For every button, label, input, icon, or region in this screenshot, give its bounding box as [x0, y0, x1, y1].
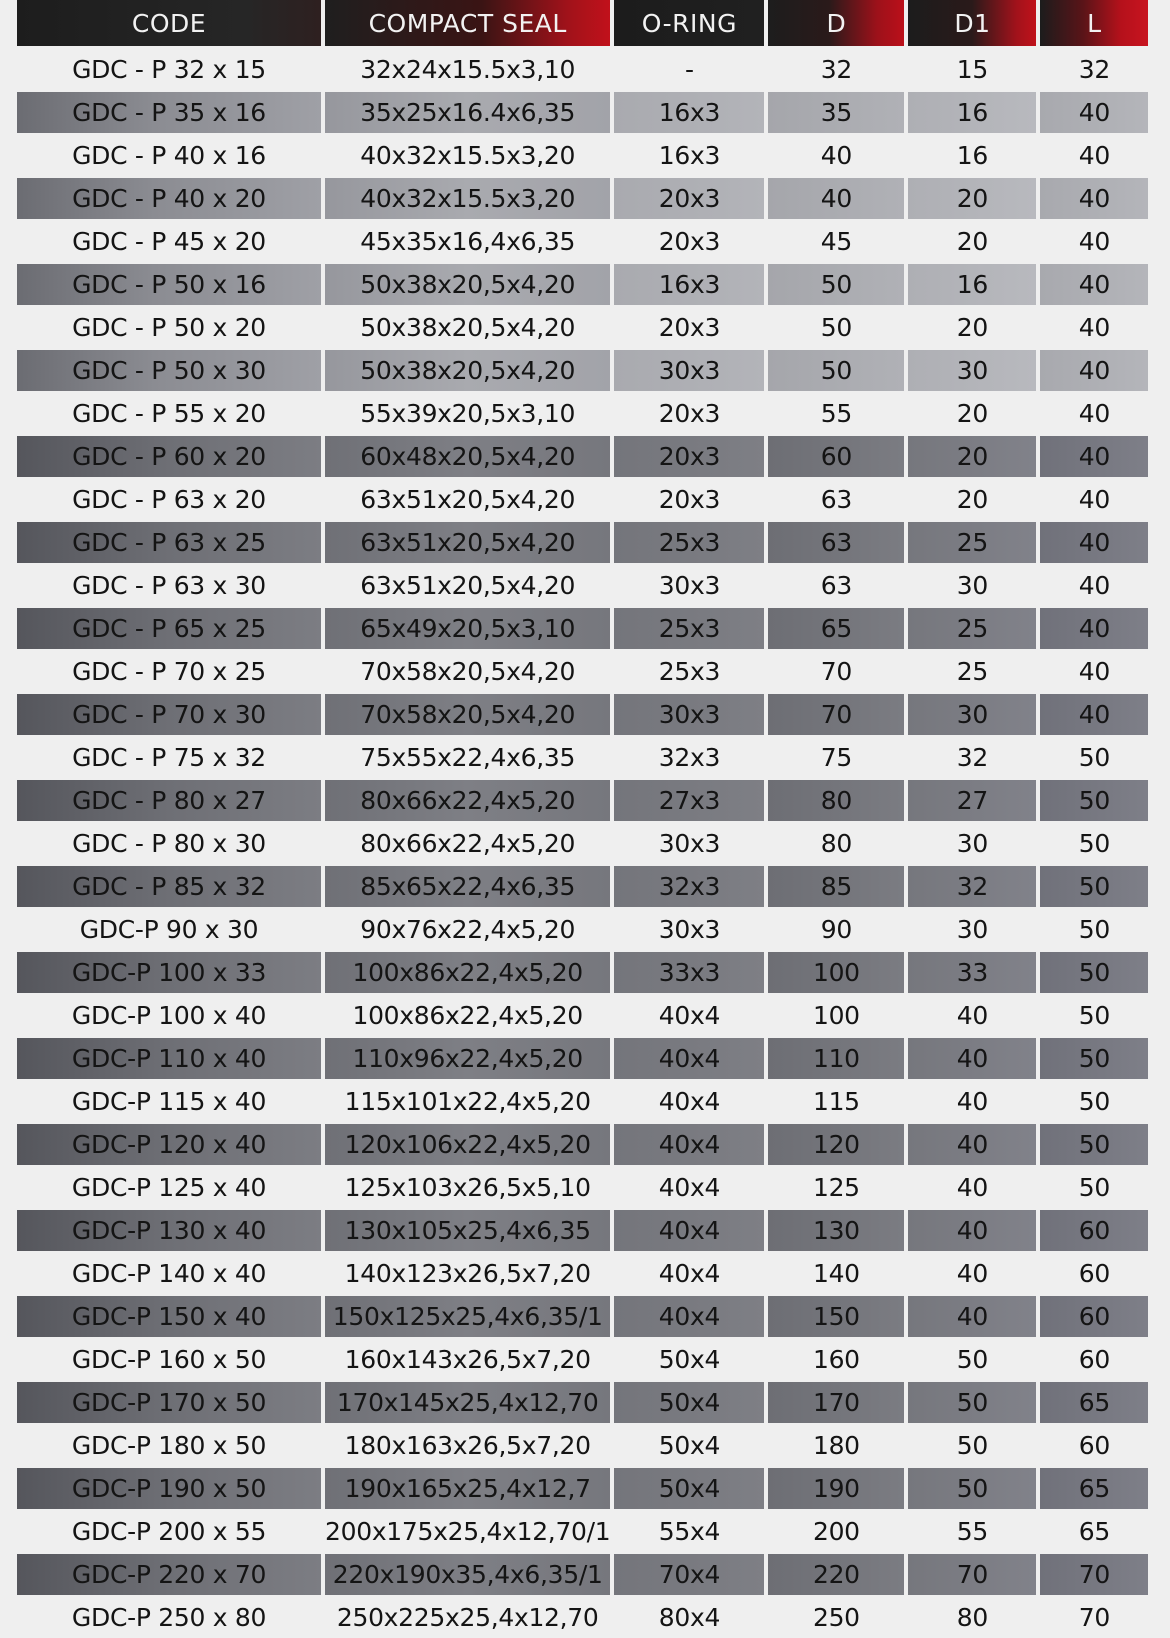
cell-code: GDC - P 40 x 16	[72, 141, 266, 170]
header-row	[17, 0, 1148, 49]
cell-d: 220	[768, 1552, 904, 1597]
table-row	[17, 1380, 1148, 1425]
cell-compact-seal: 63x51x20,5x4,20	[360, 571, 576, 600]
table-row	[17, 1122, 1148, 1167]
table-row	[17, 1466, 1148, 1511]
cell-compact-seal: 130x105x25,4x6,35	[325, 1208, 610, 1253]
cell-d: 65	[768, 606, 904, 651]
table-row	[17, 221, 1148, 262]
cell-d: 63	[820, 571, 852, 600]
cell-d1: 20	[956, 399, 988, 428]
cell-d: 70	[768, 692, 904, 737]
cell-code: GDC - P 75 x 32	[72, 743, 266, 772]
cell-d: 180	[812, 1431, 860, 1460]
table-row	[17, 864, 1148, 909]
cell-d: 160	[812, 1345, 860, 1374]
cell-compact-seal: 40x32x15.5x3,20	[325, 176, 610, 221]
cell-l: 40	[1040, 262, 1148, 307]
cell-d1: 30	[908, 692, 1036, 737]
cell-compact-seal: 45x35x16,4x6,35	[360, 227, 576, 256]
cell-d1: 40	[908, 1294, 1036, 1339]
table-row	[17, 1253, 1148, 1294]
table-row	[17, 778, 1148, 823]
cell-code: GDC-P 130 x 40	[17, 1208, 321, 1253]
table-row	[17, 479, 1148, 520]
cell-compact-seal: 100x86x22,4x5,20	[352, 1001, 583, 1030]
cell-compact-seal: 100x86x22,4x5,20	[325, 950, 610, 995]
cell-d: 100	[812, 1001, 860, 1030]
cell-l: 70	[1040, 1552, 1148, 1597]
cell-d1: 15	[956, 55, 988, 84]
cell-l: 60	[1078, 1431, 1110, 1460]
cell-code: GDC-P 160 x 50	[71, 1345, 267, 1374]
table-row	[17, 1167, 1148, 1208]
cell-o-ring: 30x3	[658, 829, 721, 858]
cell-d1: 32	[908, 864, 1036, 909]
table-row	[17, 135, 1148, 176]
cell-o-ring: 20x3	[614, 176, 764, 221]
cell-o-ring: 20x3	[614, 434, 764, 479]
cell-d1: 40	[956, 1087, 988, 1116]
cell-l: 40	[1078, 657, 1110, 686]
cell-code: GDC-P 190 x 50	[17, 1466, 321, 1511]
cell-d1: 20	[956, 485, 988, 514]
cell-d1: 25	[908, 606, 1036, 651]
cell-d1: 30	[908, 348, 1036, 393]
cell-compact-seal: 63x51x20,5x4,20	[325, 520, 610, 565]
table-row	[17, 565, 1148, 606]
cell-o-ring: 30x3	[658, 915, 721, 944]
table-row	[17, 520, 1148, 565]
cell-d: 63	[768, 520, 904, 565]
table-row	[17, 1511, 1148, 1552]
cell-o-ring: 40x4	[614, 1122, 764, 1167]
cell-o-ring: 55x4	[658, 1517, 721, 1546]
cell-d1: 20	[956, 227, 988, 256]
cell-o-ring: 70x4	[614, 1552, 764, 1597]
header-compact-seal: COMPACT SEAL	[325, 0, 610, 49]
cell-d: 190	[768, 1466, 904, 1511]
cell-o-ring: 50x4	[614, 1466, 764, 1511]
table-row	[17, 90, 1148, 135]
table-row	[17, 49, 1148, 90]
cell-o-ring: 16x3	[658, 141, 721, 170]
cell-compact-seal: 65x49x20,5x3,10	[325, 606, 610, 651]
cell-code: GDC-P 220 x 70	[17, 1552, 321, 1597]
cell-code: GDC-P 250 x 80	[71, 1603, 267, 1632]
cell-d: 150	[768, 1294, 904, 1339]
table-row	[17, 1597, 1148, 1638]
cell-d1: 55	[956, 1517, 988, 1546]
table-row	[17, 1294, 1148, 1339]
cell-compact-seal: 120x106x22,4x5,20	[325, 1122, 610, 1167]
cell-d1: 16	[908, 90, 1036, 135]
cell-d1: 50	[908, 1380, 1036, 1425]
cell-compact-seal: 160x143x26,5x7,20	[344, 1345, 591, 1374]
cell-d: 100	[768, 950, 904, 995]
cell-o-ring: 40x4	[614, 1294, 764, 1339]
cell-l: 40	[1040, 348, 1148, 393]
table-row	[17, 995, 1148, 1036]
cell-d1: 40	[956, 1259, 988, 1288]
cell-code: GDC - P 80 x 30	[72, 829, 266, 858]
cell-d1: 27	[908, 778, 1036, 823]
cell-d1: 20	[956, 313, 988, 342]
cell-d: 50	[768, 262, 904, 307]
cell-compact-seal: 110x96x22,4x5,20	[325, 1036, 610, 1081]
cell-compact-seal: 75x55x22,4x6,35	[360, 743, 576, 772]
cell-o-ring: 20x3	[658, 399, 721, 428]
cell-d1: 30	[956, 571, 988, 600]
cell-o-ring: -	[685, 55, 694, 84]
cell-d: 40	[768, 176, 904, 221]
cell-o-ring: 16x3	[614, 262, 764, 307]
cell-l: 50	[1040, 864, 1148, 909]
cell-compact-seal: 250x225x25,4x12,70	[336, 1603, 599, 1632]
cell-o-ring: 20x3	[658, 313, 721, 342]
table-body	[17, 49, 1148, 1638]
cell-d1: 20	[908, 434, 1036, 479]
cell-l: 40	[1040, 434, 1148, 479]
table-row	[17, 1081, 1148, 1122]
cell-code: GDC - P 63 x 30	[72, 571, 266, 600]
cell-o-ring: 32x3	[614, 864, 764, 909]
cell-d: 80	[768, 778, 904, 823]
cell-d1: 30	[956, 829, 988, 858]
cell-d1: 50	[956, 1345, 988, 1374]
cell-code: GDC - P 70 x 30	[17, 692, 321, 737]
cell-code: GDC - P 55 x 20	[72, 399, 266, 428]
cell-l: 40	[1078, 571, 1110, 600]
cell-compact-seal: 50x38x20,5x4,20	[325, 262, 610, 307]
cell-o-ring: 40x4	[658, 1173, 721, 1202]
table-row	[17, 909, 1148, 950]
cell-d1: 33	[908, 950, 1036, 995]
cell-d1: 70	[908, 1552, 1036, 1597]
cell-o-ring: 20x3	[658, 485, 721, 514]
cell-compact-seal: 80x66x22,4x5,20	[360, 829, 576, 858]
cell-compact-seal: 85x65x22,4x6,35	[325, 864, 610, 909]
cell-d: 55	[820, 399, 852, 428]
cell-d: 32	[820, 55, 852, 84]
cell-compact-seal: 200x175x25,4x12,70/1	[325, 1517, 611, 1546]
cell-d1: 40	[956, 1001, 988, 1030]
cell-o-ring: 27x3	[614, 778, 764, 823]
cell-compact-seal: 150x125x25,4x6,35/1	[325, 1294, 610, 1339]
cell-compact-seal: 55x39x20,5x3,10	[360, 399, 576, 428]
cell-d1: 25	[908, 520, 1036, 565]
table-row	[17, 692, 1148, 737]
cell-l: 40	[1078, 141, 1110, 170]
cell-d1: 40	[956, 1173, 988, 1202]
cell-d1: 50	[908, 1466, 1036, 1511]
cell-d1: 30	[956, 915, 988, 944]
cell-l: 40	[1040, 692, 1148, 737]
header-d: D	[768, 0, 904, 49]
cell-compact-seal: 140x123x26,5x7,20	[344, 1259, 591, 1288]
cell-d: 80	[820, 829, 852, 858]
table-row	[17, 606, 1148, 651]
cell-code: GDC-P 125 x 40	[71, 1173, 267, 1202]
cell-compact-seal: 50x38x20,5x4,20	[325, 348, 610, 393]
cell-d: 50	[768, 348, 904, 393]
cell-o-ring: 30x3	[614, 692, 764, 737]
cell-l: 50	[1078, 1087, 1110, 1116]
cell-code: GDC-P 150 x 40	[17, 1294, 321, 1339]
cell-l: 50	[1078, 1001, 1110, 1030]
cell-d1: 40	[908, 1122, 1036, 1167]
cell-d: 250	[812, 1603, 860, 1632]
cell-o-ring: 16x3	[614, 90, 764, 135]
cell-l: 50	[1040, 778, 1148, 823]
cell-code: GDC - P 60 x 20	[17, 434, 321, 479]
cell-d1: 50	[956, 1431, 988, 1460]
header-code: CODE	[17, 0, 321, 49]
cell-code: GDC - P 65 x 25	[17, 606, 321, 651]
cell-o-ring: 80x4	[658, 1603, 721, 1632]
cell-l: 50	[1078, 915, 1110, 944]
cell-d: 120	[768, 1122, 904, 1167]
cell-o-ring: 30x3	[658, 571, 721, 600]
cell-o-ring: 20x3	[658, 227, 721, 256]
cell-d1: 40	[908, 1036, 1036, 1081]
cell-l: 40	[1078, 485, 1110, 514]
cell-code: GDC - P 50 x 16	[17, 262, 321, 307]
table-row	[17, 176, 1148, 221]
cell-d: 50	[820, 313, 852, 342]
cell-code: GDC - P 63 x 20	[72, 485, 266, 514]
cell-code: GDC - P 85 x 32	[17, 864, 321, 909]
cell-o-ring: 25x3	[614, 520, 764, 565]
cell-l: 50	[1078, 743, 1110, 772]
cell-l: 60	[1040, 1208, 1148, 1253]
cell-d1: 32	[956, 743, 988, 772]
table-row	[17, 1552, 1148, 1597]
cell-o-ring: 40x4	[614, 1208, 764, 1253]
cell-code: GDC - P 63 x 25	[17, 520, 321, 565]
cell-code: GDC - P 45 x 20	[72, 227, 266, 256]
cell-l: 50	[1078, 829, 1110, 858]
cell-compact-seal: 220x190x35,4x6,35/1	[325, 1552, 610, 1597]
cell-code: GDC - P 40 x 20	[17, 176, 321, 221]
cell-o-ring: 40x4	[658, 1087, 721, 1116]
cell-code: GDC - P 32 x 15	[72, 55, 266, 84]
cell-compact-seal: 70x58x20,5x4,20	[325, 692, 610, 737]
cell-code: GDC-P 120 x 40	[17, 1122, 321, 1167]
cell-o-ring: 50x4	[658, 1345, 721, 1374]
cell-compact-seal: 180x163x26,5x7,20	[344, 1431, 591, 1460]
cell-l: 50	[1040, 950, 1148, 995]
cell-d: 170	[768, 1380, 904, 1425]
cell-l: 40	[1078, 313, 1110, 342]
cell-code: GDC-P 100 x 40	[71, 1001, 267, 1030]
table-row	[17, 950, 1148, 995]
cell-compact-seal: 125x103x26,5x5,10	[344, 1173, 591, 1202]
cell-l: 50	[1078, 1173, 1110, 1202]
table-row	[17, 348, 1148, 393]
cell-d: 85	[768, 864, 904, 909]
cell-compact-seal: 190x165x25,4x12,7	[325, 1466, 610, 1511]
cell-l: 40	[1040, 176, 1148, 221]
cell-compact-seal: 32x24x15.5x3,10	[360, 55, 576, 84]
cell-o-ring: 50x4	[614, 1380, 764, 1425]
table-row	[17, 262, 1148, 307]
cell-d: 70	[820, 657, 852, 686]
cell-l: 50	[1040, 1036, 1148, 1081]
cell-d: 130	[768, 1208, 904, 1253]
cell-o-ring: 32x3	[658, 743, 721, 772]
cell-l: 40	[1078, 399, 1110, 428]
cell-o-ring: 50x4	[658, 1431, 721, 1460]
table-row	[17, 737, 1148, 778]
cell-code: GDC-P 140 x 40	[71, 1259, 267, 1288]
cell-d1: 80	[956, 1603, 988, 1632]
cell-o-ring: 30x3	[614, 348, 764, 393]
cell-d: 110	[768, 1036, 904, 1081]
cell-l: 65	[1040, 1466, 1148, 1511]
table-row	[17, 393, 1148, 434]
cell-compact-seal: 40x32x15.5x3,20	[360, 141, 576, 170]
cell-code: GDC - P 70 x 25	[72, 657, 266, 686]
cell-d: 200	[812, 1517, 860, 1546]
table-row	[17, 1036, 1148, 1081]
cell-d: 115	[812, 1087, 860, 1116]
cell-l: 40	[1040, 520, 1148, 565]
cell-code: GDC-P 170 x 50	[17, 1380, 321, 1425]
cell-code: GDC-P 100 x 33	[17, 950, 321, 995]
table-row	[17, 823, 1148, 864]
cell-l: 60	[1040, 1294, 1148, 1339]
cell-l: 65	[1078, 1517, 1110, 1546]
cell-o-ring: 40x4	[658, 1259, 721, 1288]
cell-l: 32	[1078, 55, 1110, 84]
cell-d: 90	[820, 915, 852, 944]
header-o-ring: O-RING	[614, 0, 764, 49]
cell-compact-seal: 170x145x25,4x12,70	[325, 1380, 610, 1425]
spec-table	[13, 0, 1152, 1638]
cell-l: 60	[1078, 1345, 1110, 1374]
cell-compact-seal: 115x101x22,4x5,20	[344, 1087, 591, 1116]
table-row	[17, 1208, 1148, 1253]
cell-o-ring: 40x4	[658, 1001, 721, 1030]
cell-code: GDC - P 50 x 30	[17, 348, 321, 393]
table-row	[17, 1339, 1148, 1380]
cell-compact-seal: 60x48x20,5x4,20	[325, 434, 610, 479]
cell-code: GDC-P 115 x 40	[71, 1087, 267, 1116]
cell-code: GDC-P 110 x 40	[17, 1036, 321, 1081]
cell-o-ring: 25x3	[658, 657, 721, 686]
cell-o-ring: 33x3	[614, 950, 764, 995]
cell-compact-seal: 70x58x20,5x4,20	[360, 657, 576, 686]
cell-d: 40	[820, 141, 852, 170]
cell-d: 45	[820, 227, 852, 256]
cell-o-ring: 25x3	[614, 606, 764, 651]
cell-d: 125	[812, 1173, 860, 1202]
cell-code: GDC-P 180 x 50	[71, 1431, 267, 1460]
cell-l: 70	[1078, 1603, 1110, 1632]
table-header	[17, 0, 1148, 49]
cell-l: 40	[1040, 90, 1148, 135]
cell-l: 50	[1040, 1122, 1148, 1167]
cell-compact-seal: 50x38x20,5x4,20	[360, 313, 576, 342]
cell-compact-seal: 35x25x16.4x6,35	[325, 90, 610, 135]
cell-code: GDC-P 90 x 30	[79, 915, 259, 944]
cell-d1: 25	[956, 657, 988, 686]
cell-compact-seal: 80x66x22,4x5,20	[325, 778, 610, 823]
cell-d: 63	[820, 485, 852, 514]
cell-d1: 16	[956, 141, 988, 170]
cell-code: GDC - P 50 x 20	[72, 313, 266, 342]
cell-d1: 40	[908, 1208, 1036, 1253]
table-row	[17, 307, 1148, 348]
cell-compact-seal: 63x51x20,5x4,20	[360, 485, 576, 514]
cell-code: GDC-P 200 x 55	[71, 1517, 267, 1546]
cell-d: 60	[768, 434, 904, 479]
cell-code: GDC - P 35 x 16	[17, 90, 321, 135]
cell-d: 75	[820, 743, 852, 772]
header-d1: D1	[908, 0, 1036, 49]
cell-code: GDC - P 80 x 27	[17, 778, 321, 823]
header-l: L	[1040, 0, 1148, 49]
cell-d: 35	[768, 90, 904, 135]
cell-d1: 20	[908, 176, 1036, 221]
cell-o-ring: 40x4	[614, 1036, 764, 1081]
table-row	[17, 1425, 1148, 1466]
table-row	[17, 434, 1148, 479]
cell-l: 60	[1078, 1259, 1110, 1288]
cell-l: 40	[1040, 606, 1148, 651]
table-row	[17, 651, 1148, 692]
cell-d: 140	[812, 1259, 860, 1288]
cell-compact-seal: 90x76x22,4x5,20	[360, 915, 576, 944]
cell-l: 65	[1040, 1380, 1148, 1425]
cell-d1: 16	[908, 262, 1036, 307]
cell-l: 40	[1078, 227, 1110, 256]
